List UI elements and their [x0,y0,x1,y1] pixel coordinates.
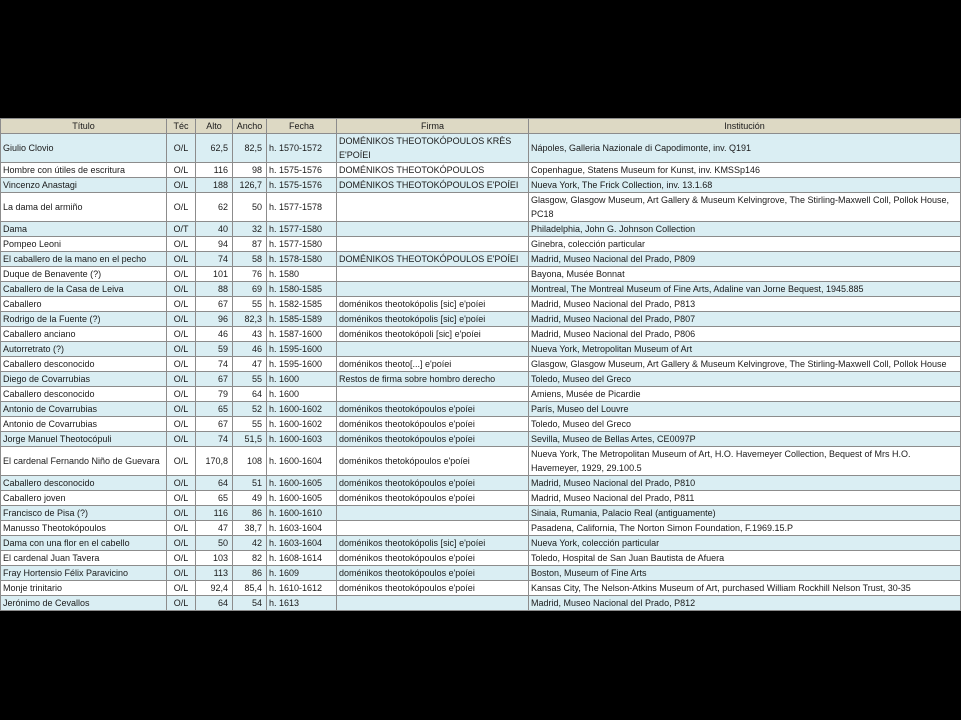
cell-alto: 74 [196,252,233,267]
cell-institucion: Montreal, The Montreal Museum of Fine Arts, Adaline van Jorne Bequest, 1945.885 [529,282,961,297]
cell-ancho: 85,4 [233,581,267,596]
cell-fecha: h. 1577-1578 [267,193,337,222]
table-row [1,312,961,327]
cell-alto: 59 [196,342,233,357]
cell-tec: O/L [167,402,196,417]
cell-tec: O/L [167,387,196,402]
cell-firma: doménikos theotokópoulos e'poíei [337,581,529,596]
table-row [1,357,961,372]
cell-fecha: h. 1600-1603 [267,432,337,447]
cell-ancho: 126,7 [233,178,267,193]
cell-firma [337,267,529,282]
cell-alto: 62,5 [196,134,233,163]
cell-tec: O/L [167,134,196,163]
cell-institucion: Nápoles, Galleria Nazionale di Capodimonte, inv. Q191 [529,134,961,163]
cell-ancho: 82,3 [233,312,267,327]
cell-alto: 65 [196,402,233,417]
cell-alto: 116 [196,506,233,521]
cell-titulo: Jorge Manuel Theotocópuli [1,432,167,447]
table-row [1,566,961,581]
portrait-table-sheet [0,118,960,608]
cell-ancho: 43 [233,327,267,342]
cell-firma: doménikos thetokópoulos e'poíei [337,447,529,476]
cell-titulo: Dama [1,222,167,237]
cell-firma: doménikos theotokópolis [sic] e'poíei [337,312,529,327]
cell-fecha: h. 1610-1612 [267,581,337,596]
cell-fecha: h. 1600-1610 [267,506,337,521]
cell-tec: O/L [167,476,196,491]
table-row [1,372,961,387]
cell-institucion: Madrid, Museo Nacional del Prado, P810 [529,476,961,491]
cell-institucion: Toledo, Hospital de San Juan Bautista de Afuera [529,551,961,566]
cell-titulo: Vincenzo Anastagi [1,178,167,193]
header-tec: Téc [167,119,196,134]
table-row [1,237,961,252]
cell-firma: DOMÉNIKOS THEOTOKÓPOULOS E'POÍEI [337,178,529,193]
cell-titulo: Hombre con útiles de escritura [1,163,167,178]
cell-titulo: Caballero anciano [1,327,167,342]
cell-titulo: Caballero desconocido [1,357,167,372]
cell-alto: 64 [196,596,233,611]
cell-firma: doménikos theotokópoulos e'poíei [337,402,529,417]
cell-tec: O/L [167,566,196,581]
cell-institucion: Nueva York, Metropolitan Museum of Art [529,342,961,357]
cell-tec: O/L [167,252,196,267]
cell-titulo: Rodrigo de la Fuente (?) [1,312,167,327]
cell-alto: 103 [196,551,233,566]
cell-firma [337,521,529,536]
table-row [1,551,961,566]
cell-titulo: Dama con una flor en el cabello [1,536,167,551]
cell-tec: O/L [167,581,196,596]
cell-institucion: París, Museo del Louvre [529,402,961,417]
cell-firma [337,387,529,402]
cell-institucion: Sinaia, Rumania, Palacio Real (antiguamente) [529,506,961,521]
cell-firma [337,342,529,357]
cell-titulo: El cardenal Fernando Niño de Guevara [1,447,167,476]
cell-ancho: 82 [233,551,267,566]
cell-titulo: Giulio Clovio [1,134,167,163]
cell-titulo: Manusso Theotokópoulos [1,521,167,536]
cell-firma [337,193,529,222]
cell-fecha: h. 1609 [267,566,337,581]
cell-tec: O/L [167,267,196,282]
table-row [1,342,961,357]
cell-alto: 92,4 [196,581,233,596]
cell-firma [337,237,529,252]
cell-titulo: Francisco de Pisa (?) [1,506,167,521]
cell-titulo: Autorretrato (?) [1,342,167,357]
cell-ancho: 58 [233,252,267,267]
cell-fecha: h. 1603-1604 [267,521,337,536]
cell-tec: O/L [167,432,196,447]
table-row [1,387,961,402]
cell-institucion: Bayona, Musée Bonnat [529,267,961,282]
table-row [1,193,961,222]
cell-firma: doménikos theotokópolis [sic] e'poíei [337,536,529,551]
table-row [1,134,961,163]
cell-institucion: Madrid, Museo Nacional del Prado, P807 [529,312,961,327]
cell-titulo: Caballero desconocido [1,476,167,491]
cell-fecha: h. 1575-1576 [267,178,337,193]
table-row [1,222,961,237]
cell-ancho: 52 [233,402,267,417]
cell-firma [337,282,529,297]
cell-alto: 94 [196,237,233,252]
table-row [1,581,961,596]
cell-firma: doménikos theoto[...] e'poíei [337,357,529,372]
cell-fecha: h. 1577-1580 [267,222,337,237]
cell-ancho: 55 [233,417,267,432]
cell-firma [337,222,529,237]
table-row [1,536,961,551]
cell-ancho: 46 [233,342,267,357]
cell-alto: 188 [196,178,233,193]
cell-alto: 101 [196,267,233,282]
cell-fecha: h. 1578-1580 [267,252,337,267]
cell-institucion: Boston, Museum of Fine Arts [529,566,961,581]
cell-firma: doménikos theotokópoulos e'poíei [337,417,529,432]
cell-ancho: 47 [233,357,267,372]
cell-institucion: Ginebra, colección particular [529,237,961,252]
table-row [1,417,961,432]
cell-institucion: Sevilla, Museo de Bellas Artes, CE0097P [529,432,961,447]
cell-fecha: h. 1600-1602 [267,417,337,432]
cell-alto: 67 [196,297,233,312]
header-ancho: Ancho [233,119,267,134]
cell-titulo: Caballero [1,297,167,312]
cell-institucion: Philadelphia, John G. Johnson Collection [529,222,961,237]
table-row [1,476,961,491]
cell-tec: O/L [167,417,196,432]
table-row [1,282,961,297]
header-fecha: Fecha [267,119,337,134]
cell-ancho: 50 [233,193,267,222]
cell-alto: 116 [196,163,233,178]
cell-alto: 113 [196,566,233,581]
cell-titulo: El caballero de la mano en el pecho [1,252,167,267]
cell-fecha: h. 1603-1604 [267,536,337,551]
header-firma: Firma [337,119,529,134]
cell-ancho: 86 [233,566,267,581]
portrait-table [0,118,961,611]
cell-titulo: Pompeo Leoni [1,237,167,252]
cell-firma: doménikos theotokópolis [sic] e'poíei [337,297,529,312]
cell-ancho: 55 [233,297,267,312]
cell-institucion: Madrid, Museo Nacional del Prado, P813 [529,297,961,312]
cell-institucion: Toledo, Museo del Greco [529,372,961,387]
cell-alto: 64 [196,476,233,491]
cell-tec: O/L [167,491,196,506]
cell-tec: O/L [167,193,196,222]
header-alto: Alto [196,119,233,134]
cell-firma [337,596,529,611]
cell-fecha: h. 1600-1604 [267,447,337,476]
cell-titulo: Jerónimo de Cevallos [1,596,167,611]
cell-tec: O/L [167,327,196,342]
cell-institucion: Copenhague, Statens Museum for Kunst, inv. KMSSp146 [529,163,961,178]
cell-tec: O/L [167,312,196,327]
cell-ancho: 98 [233,163,267,178]
cell-tec: O/L [167,506,196,521]
cell-firma: doménikos theotokópoulos e'poíei [337,551,529,566]
table-row [1,178,961,193]
cell-firma: Restos de firma sobre hombro derecho [337,372,529,387]
cell-ancho: 51 [233,476,267,491]
cell-ancho: 82,5 [233,134,267,163]
cell-alto: 67 [196,417,233,432]
cell-ancho: 76 [233,267,267,282]
cell-fecha: h. 1595-1600 [267,342,337,357]
table-row [1,447,961,476]
header-titulo: Título [1,119,167,134]
cell-alto: 74 [196,357,233,372]
table-row [1,521,961,536]
cell-tec: O/L [167,282,196,297]
cell-fecha: h. 1582-1585 [267,297,337,312]
cell-ancho: 38,7 [233,521,267,536]
cell-tec: O/L [167,297,196,312]
cell-titulo: Caballero desconocido [1,387,167,402]
cell-firma: DOMÉNIKOS THEOTOKÓPOULOS KRÈS E'POÍEI [337,134,529,163]
cell-institucion: Nueva York, colección particular [529,536,961,551]
cell-tec: O/L [167,237,196,252]
cell-tec: O/L [167,536,196,551]
cell-tec: O/L [167,372,196,387]
cell-ancho: 108 [233,447,267,476]
table-body [1,134,961,611]
cell-ancho: 32 [233,222,267,237]
cell-firma [337,506,529,521]
cell-titulo: Caballero joven [1,491,167,506]
cell-alto: 96 [196,312,233,327]
cell-institucion: Amiens, Musée de Picardie [529,387,961,402]
cell-tec: O/L [167,163,196,178]
table-row [1,491,961,506]
cell-tec: O/T [167,222,196,237]
table-row [1,432,961,447]
cell-fecha: h. 1595-1600 [267,357,337,372]
cell-tec: O/L [167,447,196,476]
cell-fecha: h. 1600-1605 [267,491,337,506]
cell-alto: 50 [196,536,233,551]
cell-fecha: h. 1575-1576 [267,163,337,178]
cell-fecha: h. 1570-1572 [267,134,337,163]
cell-institucion: Pasadena, California, The Norton Simon Foundation, F.1969.15.P [529,521,961,536]
cell-fecha: h. 1600-1602 [267,402,337,417]
cell-fecha: h. 1600 [267,372,337,387]
table-row [1,267,961,282]
cell-ancho: 69 [233,282,267,297]
cell-institucion: Madrid, Museo Nacional del Prado, P806 [529,327,961,342]
cell-fecha: h. 1585-1589 [267,312,337,327]
cell-institucion: Glasgow, Glasgow Museum, Art Gallery & Museum Kelvingrove, The Stirling-Maxwell Coll, Pollok House [529,357,961,372]
cell-tec: O/L [167,521,196,536]
cell-ancho: 51,5 [233,432,267,447]
cell-ancho: 87 [233,237,267,252]
cell-firma: DOMÉNIKOS THEOTOKÓPOULOS E'POÍEI [337,252,529,267]
cell-titulo: Antonio de Covarrubias [1,417,167,432]
table-row [1,506,961,521]
cell-fecha: h. 1608-1614 [267,551,337,566]
cell-firma: doménikos theotokópoli [sic] e'poíei [337,327,529,342]
cell-ancho: 55 [233,372,267,387]
cell-alto: 47 [196,521,233,536]
cell-firma: doménikos theotokópoulos e'poíei [337,566,529,581]
header-institucion: Institución [529,119,961,134]
cell-alto: 46 [196,327,233,342]
cell-tec: O/L [167,551,196,566]
cell-institucion: Glasgow, Glasgow Museum, Art Gallery & Museum Kelvingrove, The Stirling-Maxwell Coll, Pollok House, PC18 [529,193,961,222]
cell-alto: 79 [196,387,233,402]
cell-institucion: Madrid, Museo Nacional del Prado, P811 [529,491,961,506]
cell-institucion: Madrid, Museo Nacional del Prado, P809 [529,252,961,267]
cell-tec: O/L [167,357,196,372]
cell-fecha: h. 1600 [267,387,337,402]
cell-ancho: 54 [233,596,267,611]
cell-alto: 65 [196,491,233,506]
cell-institucion: Nueva York, The Frick Collection, inv. 13.1.68 [529,178,961,193]
cell-alto: 74 [196,432,233,447]
cell-institucion: Madrid, Museo Nacional del Prado, P812 [529,596,961,611]
table-row [1,297,961,312]
cell-fecha: h. 1613 [267,596,337,611]
cell-institucion: Kansas City, The Nelson-Atkins Museum of Art, purchased William Rockhill Nelson Trust, 30-35 [529,581,961,596]
cell-firma: DOMÉNIKOS THEOTOKÓPOULOS [337,163,529,178]
cell-ancho: 49 [233,491,267,506]
cell-ancho: 42 [233,536,267,551]
cell-tec: O/L [167,342,196,357]
cell-titulo: Caballero de la Casa de Leiva [1,282,167,297]
cell-institucion: Nueva York, The Metropolitan Museum of Art, H.O. Havemeyer Collection, Bequest of Mrs H.O. Havemeyer, 1929, 29.100.5 [529,447,961,476]
cell-tec: O/L [167,178,196,193]
cell-alto: 67 [196,372,233,387]
cell-fecha: h. 1587-1600 [267,327,337,342]
cell-titulo: Antonio de Covarrubias [1,402,167,417]
cell-ancho: 86 [233,506,267,521]
cell-tec: O/L [167,596,196,611]
cell-firma: doménikos theotokópoulos e'poíei [337,491,529,506]
cell-fecha: h. 1580-1585 [267,282,337,297]
table-row [1,402,961,417]
cell-titulo: Duque de Benavente (?) [1,267,167,282]
table-row [1,163,961,178]
table-header-row [1,119,961,134]
cell-alto: 170,8 [196,447,233,476]
cell-titulo: Monje trinitario [1,581,167,596]
cell-ancho: 64 [233,387,267,402]
cell-titulo: El cardenal Juan Tavera [1,551,167,566]
table-row [1,252,961,267]
cell-fecha: h. 1600-1605 [267,476,337,491]
cell-institucion: Toledo, Museo del Greco [529,417,961,432]
cell-firma: doménikos theotokópoulos e'poíei [337,432,529,447]
cell-titulo: Fray Hortensio Félix Paravicino [1,566,167,581]
table-row [1,596,961,611]
cell-fecha: h. 1577-1580 [267,237,337,252]
cell-alto: 88 [196,282,233,297]
cell-fecha: h. 1580 [267,267,337,282]
cell-alto: 40 [196,222,233,237]
cell-alto: 62 [196,193,233,222]
cell-titulo: La dama del armiño [1,193,167,222]
cell-titulo: Diego de Covarrubias [1,372,167,387]
table-row [1,327,961,342]
cell-firma: doménikos theotokópoulos e'poíei [337,476,529,491]
